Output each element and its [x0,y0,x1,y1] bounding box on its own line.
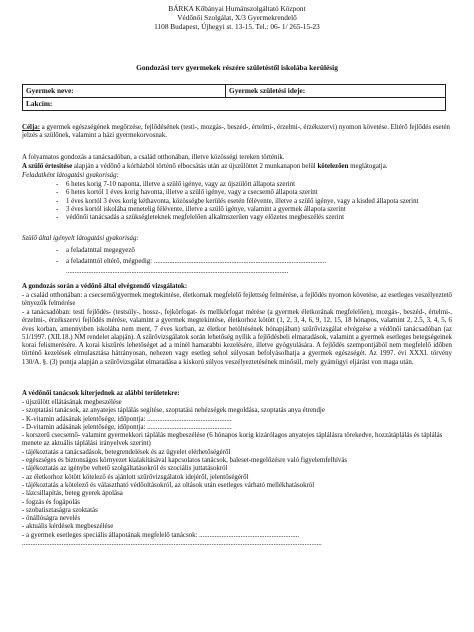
list-item: - egészséges és biztonságos környezet kialakításával kapcsolatos tanácsok, baleset-megelőzésre való figyelemfelhívás [22,457,348,465]
list-item: - aktuális kérdések megbeszélése [22,523,114,531]
goal-label: Célja: [22,124,40,131]
list-item: - K-vitamin adásának jelentősége, időpontja: ................................................. [22,415,232,423]
visit-list [56,181,446,222]
intro-emphasis: A szülő értesítése [22,163,73,170]
list-item: - az életkorhoz kötött kötelező és ajánlott szűrővizsgálatok idejéről, jelentőségéről [22,473,249,481]
list-item: - D-vitamin adásának jelentősége, időpontja: ................................................. [22,423,232,431]
topics-list [22,399,452,548]
intro-end: meglátogatja. [348,163,388,170]
list-item: - 6 hetes korig 7-10 naponta, illetve a szülő igénye, vagy az újszülött állapota szerint [56,181,446,189]
intro-mandatory: kötelezően [317,163,349,170]
option-same[interactable]: - a feladatnttal megegyező [56,245,446,256]
child-info-box [22,84,446,111]
child-name-label: Gyermek neve: [26,86,74,95]
child-name-field[interactable] [23,85,226,98]
intro-line-1: A folyamatos gondozás a tanácsadóban, a család otthonában, illetve közösségi tereken történik. [22,154,285,161]
address-field[interactable] [23,98,446,111]
topics-title: A védőnői tanácsok kiterjednek az alábbi területekre: [22,390,180,397]
list-item: - 1 éves kortól 3 éves korig kéthavonta, közösségbe kerülés esetén félévente, illetve a szülő igénye, vagy a kisded állapota szerint [56,198,446,206]
child-birthdate-field[interactable] [226,85,446,98]
option-different[interactable]: - a feladatnttól eltérő, mégpedig: .................................................................................................... [56,256,446,267]
list-item: - szoptatási tanácsok, az anyatejes táplálás segítése, szoptatási nehézségek megoldása, szoptatás anya étrendje [22,407,325,415]
visits-label: Feladatként látogatási gyakoriság: [22,172,119,179]
list-item: .............................................................................................................................................................................. [22,540,322,548]
goal-paragraph [22,124,452,141]
parent-options [56,245,446,267]
list-item: - önállóságra nevelés [22,515,81,523]
list-item: - tájékoztatás a kötelező és választható védőoltásokról, az oltások után esetleges várható mellékhatásokról [22,481,315,489]
list-item: - korszerű csecsemő- valamint gyermekkori táplálás megbeszélése (6 hónapos korig kizárólagos anyatejes táplálásra törekedve, hozzátáplálás és táplálás menete az aktuális táplálási irányelvek szerint) [22,432,443,448]
exams-title: A gondozás során a védőnő által elvégzendő vizsgálatok: [22,283,188,290]
goal-text: a gyermek egészségének megőrzése, fejlődésének (testi-, mozgás-, beszéd-, értelmi-, érzelmi-, érzékszervi) nyomon követése. Eltérő fejlődés esetén jelzés a szülőnek, valamint a házi gyermekorvosnak. [22,124,450,140]
list-item: - védőnői tanácsadás a szükségleteknek megfelelően alkalmszerűen vagy előzetes megbeszélés szerint [56,214,446,222]
list-item: - 6 hetes kortól 1 éves korig havonta, illetve a szülő igénye, vagy a csecsemő állapota szerint [56,189,446,197]
header-line-1: BÁRKA Kőbányai Humánszolgáltató Központ [168,4,306,13]
exams-clinic: - a tanácsadóban: testi fejlődés- (testsúly-, hossz-, fejkörfogat- és mellkörfogat mérése (a gyermek életkorának megfelelően), mozgás-, beszéd-, értelmi-, érzelmi-, érzékszervi fejlődés mérése, valamint a gyermek megtekintése, életkorhoz kötött (1, 2, 3, 4, 6, 9, 12, 15, 18 hónapos, valamint 2, 2.5, 3, 4, 5, 6 éves korban, amennyiben iskolába nem ment, 7 éves korban, az életkor betöltésének hónapjában) szűrővizsgálat elvégzése a védőnői tanácsadóban (az 51/1997. (XII.18.) NM rendelet alapján). A szűrővizsgálatok során lehetőség nyílik a fejlődésbeli elmaradások, valamint a gyermek esetleges betegségeinek korai felismerésére. A korai kiszűrés lehetőséget ad a minél hamarabbi kezelésére, illetve gyógyulására. A fejlődés szempontjából nem megfelelő időben történő kezelések elmulasztása hátrányosan, nehezen vagy esetleg sehol súlyosan befolyásolhatja a gyermek egészségét. Az 1997. évi XXXI. törvény 130/A. §. (3) pontja alapján a szűrővizsgálat elmaradása a kiskorú súlyos veszélyeztetésének minősül, mely gyámügyi eljárást von maga után. [22,309,452,366]
list-item: - lázcsillapítás, beteg gyerek ápolása [22,490,123,498]
option-dotted-line[interactable]: ................................................................................................................................. [66,268,289,275]
header-line-2: Védőnői Szolgálat, X/3 Gyermekrendelő [177,13,297,22]
parent-requested-label: Szülő által igényelt látogatási gyakoriság: [22,235,139,242]
address-label: Lakcím: [26,99,53,108]
header-line-3: 1108 Budapest, Újhegyi st. 13-15. Tel.: 06- 1/ 265-15-23 [154,22,320,31]
document-title: Gondozási terv gyermekek részére születéstől iskolába kerülésig [136,63,338,72]
list-item: - tájékoztatás az igénybe vehető szolgáltatásokról és szociális juttatásokról [22,465,228,473]
list-item: - újszülött ellátásának megbeszélése [22,399,122,406]
intro-text: alapján a védőnő a kórházból történő elbocsátás után az újszülöttet 2 munkanapon belül [72,163,318,170]
child-birthdate-label: Gyermek születési ideje: [229,86,306,95]
intro-line-2 [22,163,452,171]
exams-home: - a család otthonában: a csecsemő/gyermek megtekintése, életkornak megfelelő fejlettség felmérése, a fejlődés nyomon követése, az esetleges veszélyeztető tényezők felmérése [22,292,452,308]
list-item: - fogzás és fogápolás [22,498,80,506]
list-item: - szobatisztaságra szoktatás [22,506,98,514]
list-item: - tájékoztatás a tanácsadások, betegrendelések és az ügyelet elérhetőségéről [22,448,231,456]
list-item: - a gyermek esetleges speciális állapotának megfelelő tanácsok: .......................................................... [22,531,300,539]
list-item: - 3 éves kortól iskolába menetelig félévente, illetve a szülő igénye, valamint a gyermek állapota szerint [56,206,446,214]
